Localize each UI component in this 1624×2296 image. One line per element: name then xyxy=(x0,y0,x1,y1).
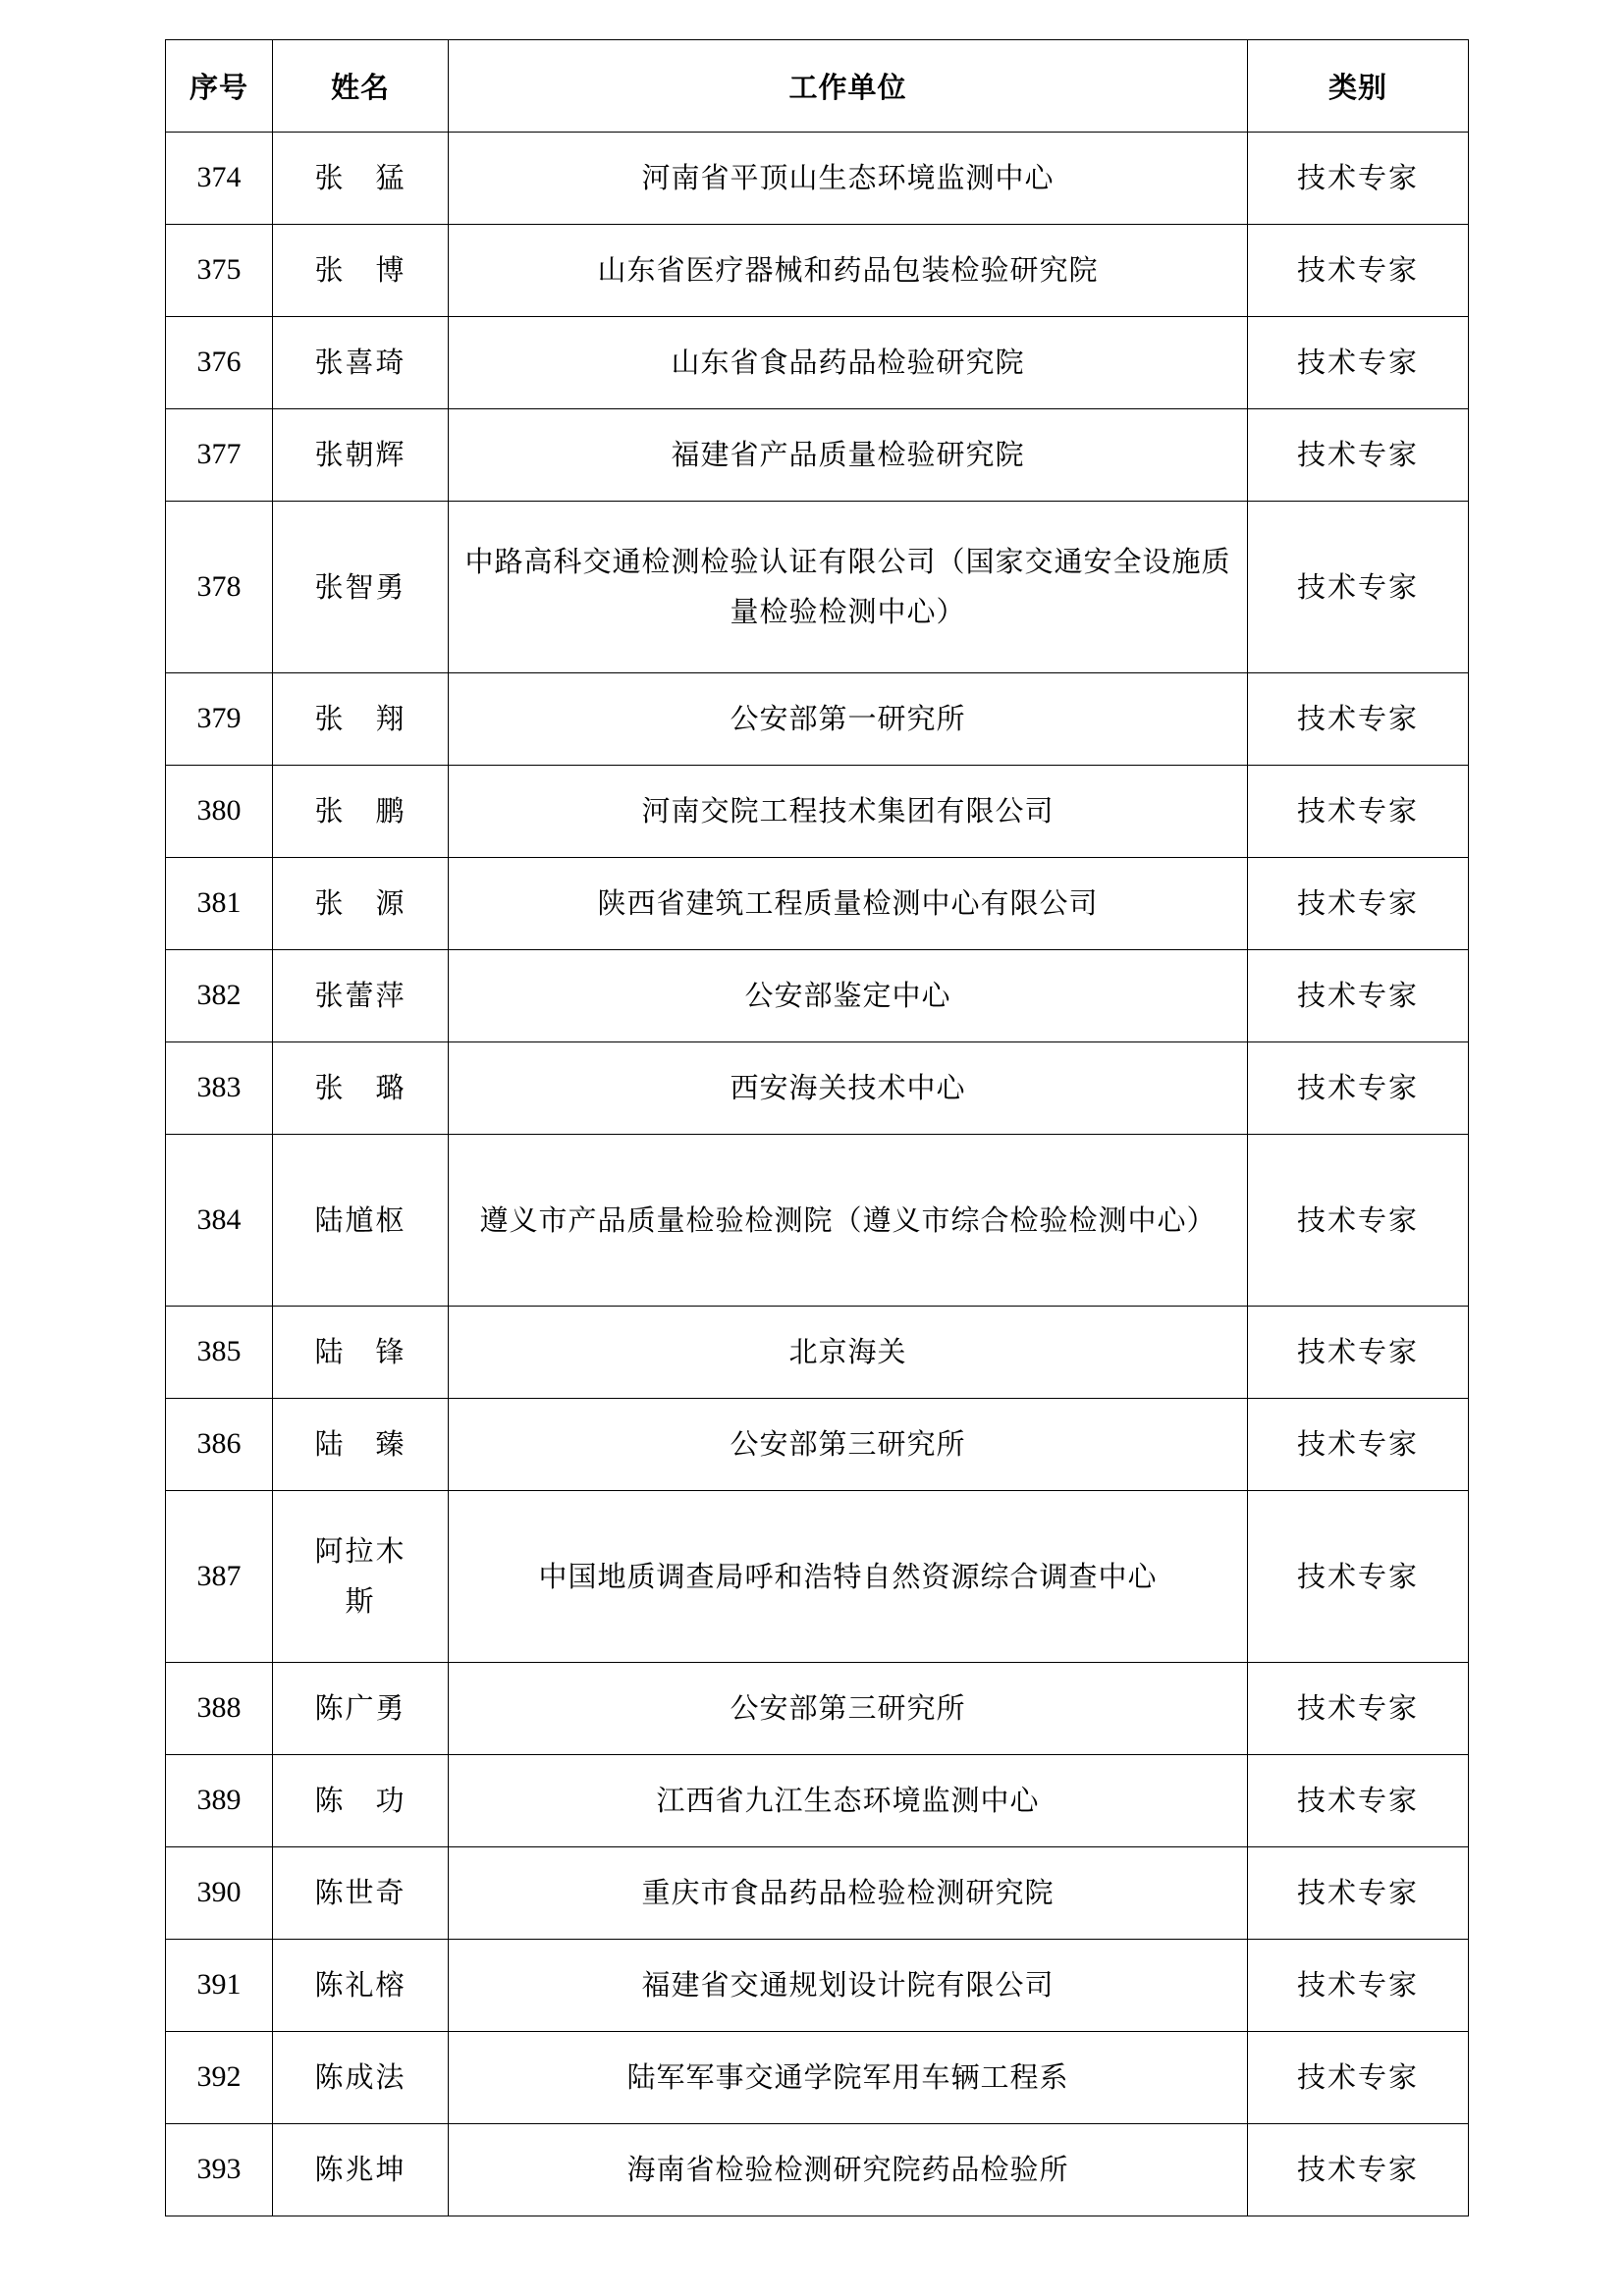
cell-unit: 陕西省建筑工程质量检测中心有限公司 xyxy=(449,858,1248,950)
cell-name: 陈成法 xyxy=(273,2032,449,2124)
table-row xyxy=(166,858,1469,950)
cell-no: 376 xyxy=(166,317,273,409)
cell-unit: 中国地质调查局呼和浩特自然资源综合调查中心 xyxy=(449,1491,1248,1663)
cell-unit: 遵义市产品质量检验检测院（遵义市综合检验检测中心） xyxy=(449,1135,1248,1307)
cell-category: 技术专家 xyxy=(1248,858,1469,950)
cell-unit: 重庆市食品药品检验检测研究院 xyxy=(449,1847,1248,1940)
cell-category: 技术专家 xyxy=(1248,1755,1469,1847)
table-row xyxy=(166,1135,1469,1307)
cell-category: 技术专家 xyxy=(1248,225,1469,317)
cell-category: 技术专家 xyxy=(1248,2124,1469,2216)
cell-unit: 山东省食品药品检验研究院 xyxy=(449,317,1248,409)
cell-name: 张喜琦 xyxy=(273,317,449,409)
table-row xyxy=(166,673,1469,766)
header-name: 姓名 xyxy=(273,40,449,133)
cell-category: 技术专家 xyxy=(1248,1042,1469,1135)
cell-unit: 西安海关技术中心 xyxy=(449,1042,1248,1135)
table-row xyxy=(166,1847,1469,1940)
cell-unit: 江西省九江生态环境监测中心 xyxy=(449,1755,1248,1847)
cell-name: 陆 臻 xyxy=(273,1399,449,1491)
cell-category: 技术专家 xyxy=(1248,1663,1469,1755)
cell-no: 374 xyxy=(166,133,273,225)
cell-no: 391 xyxy=(166,1940,273,2032)
cell-unit: 福建省产品质量检验研究院 xyxy=(449,409,1248,502)
cell-no: 384 xyxy=(166,1135,273,1307)
cell-name: 陈广勇 xyxy=(273,1663,449,1755)
cell-unit: 福建省交通规划设计院有限公司 xyxy=(449,1940,1248,2032)
table-row xyxy=(166,317,1469,409)
cell-category: 技术专家 xyxy=(1248,1399,1469,1491)
cell-no: 383 xyxy=(166,1042,273,1135)
table-row xyxy=(166,502,1469,673)
cell-category: 技术专家 xyxy=(1248,133,1469,225)
cell-category: 技术专家 xyxy=(1248,950,1469,1042)
cell-name: 陈 功 xyxy=(273,1755,449,1847)
header-no: 序号 xyxy=(166,40,273,133)
cell-name: 张 璐 xyxy=(273,1042,449,1135)
cell-no: 378 xyxy=(166,502,273,673)
cell-category: 技术专家 xyxy=(1248,1847,1469,1940)
cell-no: 380 xyxy=(166,766,273,858)
cell-category: 技术专家 xyxy=(1248,673,1469,766)
cell-no: 377 xyxy=(166,409,273,502)
table-row xyxy=(166,2124,1469,2216)
cell-category: 技术专家 xyxy=(1248,2032,1469,2124)
table-row xyxy=(166,1042,1469,1135)
cell-category: 技术专家 xyxy=(1248,1940,1469,2032)
cell-unit: 海南省检验检测研究院药品检验所 xyxy=(449,2124,1248,2216)
cell-unit: 中路高科交通检测检验认证有限公司（国家交通安全设施质量检验检测中心） xyxy=(449,502,1248,673)
cell-no: 387 xyxy=(166,1491,273,1663)
cell-category: 技术专家 xyxy=(1248,317,1469,409)
cell-name: 张 翔 xyxy=(273,673,449,766)
cell-no: 390 xyxy=(166,1847,273,1940)
cell-category: 技术专家 xyxy=(1248,1307,1469,1399)
cell-unit: 北京海关 xyxy=(449,1307,1248,1399)
table-row xyxy=(166,766,1469,858)
cell-no: 385 xyxy=(166,1307,273,1399)
cell-category: 技术专家 xyxy=(1248,1491,1469,1663)
table-header-row xyxy=(166,40,1469,133)
table-row xyxy=(166,1307,1469,1399)
cell-name: 陆馗枢 xyxy=(273,1135,449,1307)
cell-category: 技术专家 xyxy=(1248,502,1469,673)
header-unit: 工作单位 xyxy=(449,40,1248,133)
cell-unit: 河南交院工程技术集团有限公司 xyxy=(449,766,1248,858)
cell-unit: 山东省医疗器械和药品包装检验研究院 xyxy=(449,225,1248,317)
cell-name: 阿拉木斯 xyxy=(273,1491,449,1663)
cell-no: 382 xyxy=(166,950,273,1042)
table-row xyxy=(166,1491,1469,1663)
table-row xyxy=(166,1399,1469,1491)
table-row xyxy=(166,1663,1469,1755)
cell-name: 张智勇 xyxy=(273,502,449,673)
cell-name: 张蕾萍 xyxy=(273,950,449,1042)
cell-no: 389 xyxy=(166,1755,273,1847)
table-row xyxy=(166,1755,1469,1847)
cell-name: 陆 锋 xyxy=(273,1307,449,1399)
cell-category: 技术专家 xyxy=(1248,409,1469,502)
cell-name: 张 源 xyxy=(273,858,449,950)
cell-unit: 公安部鉴定中心 xyxy=(449,950,1248,1042)
cell-category: 技术专家 xyxy=(1248,766,1469,858)
table-row xyxy=(166,2032,1469,2124)
cell-name: 张 鹏 xyxy=(273,766,449,858)
cell-no: 379 xyxy=(166,673,273,766)
table-row xyxy=(166,950,1469,1042)
cell-name: 陈礼榕 xyxy=(273,1940,449,2032)
cell-no: 386 xyxy=(166,1399,273,1491)
table-row xyxy=(166,133,1469,225)
expert-roster-table xyxy=(165,39,1469,2216)
cell-no: 388 xyxy=(166,1663,273,1755)
table-row xyxy=(166,409,1469,502)
table-row xyxy=(166,1940,1469,2032)
cell-unit: 陆军军事交通学院军用车辆工程系 xyxy=(449,2032,1248,2124)
header-category: 类别 xyxy=(1248,40,1469,133)
table-body xyxy=(166,133,1469,2216)
cell-no: 375 xyxy=(166,225,273,317)
cell-no: 381 xyxy=(166,858,273,950)
cell-category: 技术专家 xyxy=(1248,1135,1469,1307)
cell-name: 陈世奇 xyxy=(273,1847,449,1940)
cell-no: 393 xyxy=(166,2124,273,2216)
cell-unit: 公安部第一研究所 xyxy=(449,673,1248,766)
table-row xyxy=(166,225,1469,317)
cell-unit: 公安部第三研究所 xyxy=(449,1399,1248,1491)
cell-name: 张 博 xyxy=(273,225,449,317)
cell-no: 392 xyxy=(166,2032,273,2124)
cell-unit: 河南省平顶山生态环境监测中心 xyxy=(449,133,1248,225)
cell-unit: 公安部第三研究所 xyxy=(449,1663,1248,1755)
cell-name: 张 猛 xyxy=(273,133,449,225)
cell-name: 张朝辉 xyxy=(273,409,449,502)
cell-name: 陈兆坤 xyxy=(273,2124,449,2216)
